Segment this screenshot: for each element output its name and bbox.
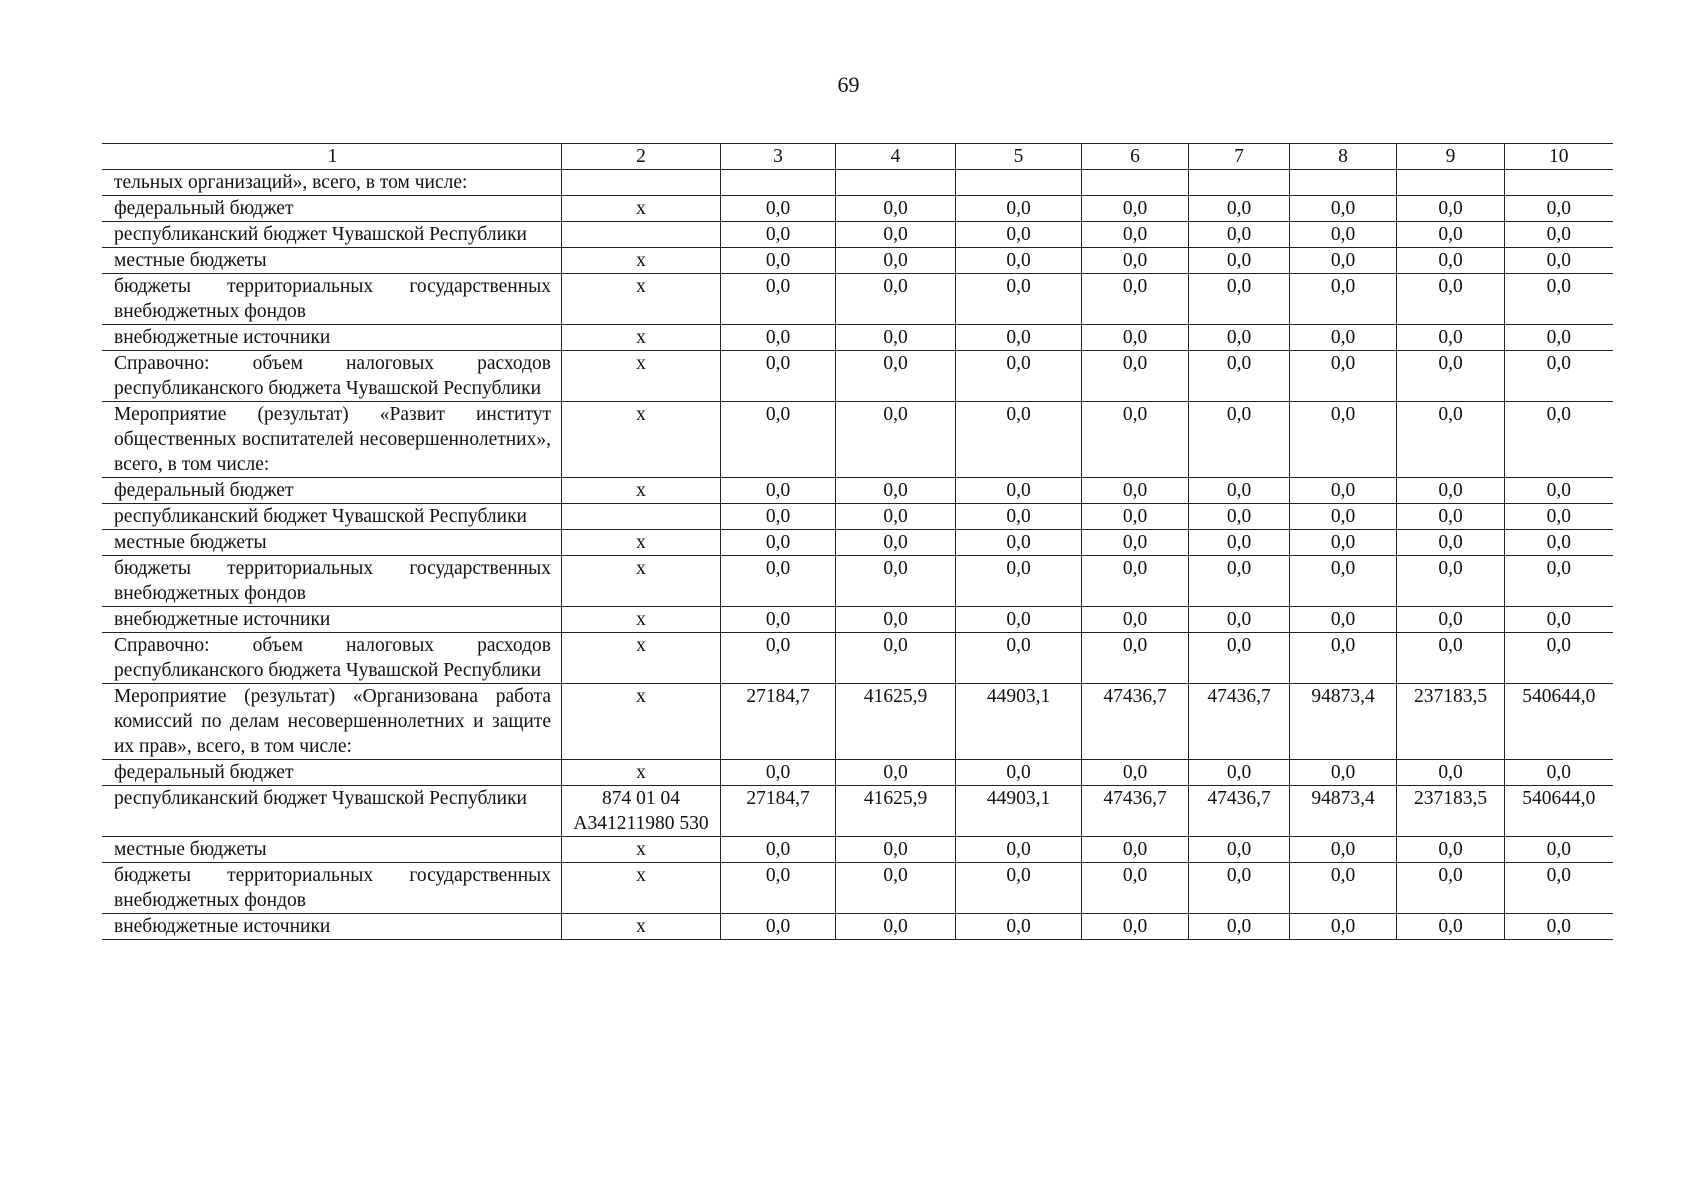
table-row xyxy=(102,402,1613,478)
value-cell: 0,0 xyxy=(1397,248,1505,274)
value-cell: 0,0 xyxy=(1290,478,1397,504)
value-cell: 0,0 xyxy=(1290,863,1397,914)
budget-code xyxy=(562,222,721,248)
value-cell: 540644,0 xyxy=(1505,786,1613,837)
row-label: бюджеты территориальных государственных внебюджетных фондов xyxy=(102,274,562,325)
value-cell: 0,0 xyxy=(1189,633,1290,684)
value-cell: 0,0 xyxy=(1189,556,1290,607)
row-label: внебюджетные источники xyxy=(102,325,562,351)
value-cell: 0,0 xyxy=(1505,607,1613,633)
value-cell: 0,0 xyxy=(1505,325,1613,351)
value-cell xyxy=(1397,170,1505,196)
budget-code: х xyxy=(562,478,721,504)
value-cell: 0,0 xyxy=(1082,760,1189,786)
budget-code: х xyxy=(562,863,721,914)
value-cell: 0,0 xyxy=(1505,837,1613,863)
value-cell xyxy=(836,170,956,196)
value-cell: 0,0 xyxy=(1505,478,1613,504)
column-header: 2 xyxy=(562,144,721,170)
value-cell: 0,0 xyxy=(1505,556,1613,607)
value-cell: 0,0 xyxy=(836,633,956,684)
value-cell: 0,0 xyxy=(1397,274,1505,325)
row-label: республиканский бюджет Чувашской Республики xyxy=(102,222,562,248)
value-cell: 0,0 xyxy=(956,633,1082,684)
value-cell: 0,0 xyxy=(721,196,836,222)
value-cell: 0,0 xyxy=(1082,402,1189,478)
value-cell: 0,0 xyxy=(1290,274,1397,325)
value-cell xyxy=(1505,170,1613,196)
value-cell: 0,0 xyxy=(836,222,956,248)
value-cell: 0,0 xyxy=(1082,837,1189,863)
value-cell xyxy=(1290,170,1397,196)
table-row xyxy=(102,837,1613,863)
value-cell: 0,0 xyxy=(1189,325,1290,351)
value-cell: 0,0 xyxy=(1505,760,1613,786)
column-header: 8 xyxy=(1290,144,1397,170)
column-header: 10 xyxy=(1505,144,1613,170)
value-cell: 0,0 xyxy=(1397,607,1505,633)
value-cell: 0,0 xyxy=(836,274,956,325)
value-cell: 44903,1 xyxy=(956,684,1082,760)
value-cell: 237183,5 xyxy=(1397,684,1505,760)
table-row xyxy=(102,530,1613,556)
value-cell: 0,0 xyxy=(836,351,956,402)
value-cell: 0,0 xyxy=(956,530,1082,556)
value-cell: 0,0 xyxy=(836,478,956,504)
value-cell: 0,0 xyxy=(836,863,956,914)
value-cell: 0,0 xyxy=(956,504,1082,530)
value-cell xyxy=(956,170,1082,196)
table-row xyxy=(102,170,1613,196)
value-cell: 0,0 xyxy=(721,633,836,684)
budget-table xyxy=(102,143,1613,940)
value-cell: 0,0 xyxy=(1505,274,1613,325)
value-cell xyxy=(1189,170,1290,196)
value-cell: 0,0 xyxy=(1505,530,1613,556)
value-cell: 0,0 xyxy=(1397,351,1505,402)
table-row xyxy=(102,607,1613,633)
value-cell: 0,0 xyxy=(1397,760,1505,786)
table-row xyxy=(102,351,1613,402)
row-label: местные бюджеты xyxy=(102,248,562,274)
value-cell: 47436,7 xyxy=(1082,684,1189,760)
value-cell: 0,0 xyxy=(956,325,1082,351)
page-number: 69 xyxy=(837,72,860,97)
value-cell: 94873,4 xyxy=(1290,786,1397,837)
value-cell: 0,0 xyxy=(956,837,1082,863)
table-row xyxy=(102,556,1613,607)
value-cell: 0,0 xyxy=(1290,914,1397,940)
value-cell: 0,0 xyxy=(1505,222,1613,248)
value-cell: 0,0 xyxy=(1397,222,1505,248)
value-cell: 0,0 xyxy=(1082,914,1189,940)
value-cell: 0,0 xyxy=(1189,530,1290,556)
column-header: 6 xyxy=(1082,144,1189,170)
value-cell: 41625,9 xyxy=(836,786,956,837)
table-row xyxy=(102,196,1613,222)
value-cell: 0,0 xyxy=(836,837,956,863)
value-cell: 0,0 xyxy=(836,248,956,274)
value-cell xyxy=(1082,170,1189,196)
value-cell: 0,0 xyxy=(956,248,1082,274)
value-cell: 0,0 xyxy=(1082,607,1189,633)
value-cell: 0,0 xyxy=(721,248,836,274)
value-cell: 0,0 xyxy=(1082,274,1189,325)
value-cell: 0,0 xyxy=(1397,504,1505,530)
value-cell: 0,0 xyxy=(1189,402,1290,478)
value-cell: 0,0 xyxy=(956,478,1082,504)
value-cell: 0,0 xyxy=(1082,556,1189,607)
budget-code: х xyxy=(562,248,721,274)
value-cell: 0,0 xyxy=(1082,325,1189,351)
value-cell: 0,0 xyxy=(1290,530,1397,556)
value-cell: 0,0 xyxy=(1505,248,1613,274)
value-cell: 44903,1 xyxy=(956,786,1082,837)
value-cell: 0,0 xyxy=(956,914,1082,940)
budget-code: 874 01 04 А341211980 530 xyxy=(562,786,721,837)
value-cell: 0,0 xyxy=(1189,196,1290,222)
value-cell: 0,0 xyxy=(1189,478,1290,504)
value-cell: 0,0 xyxy=(956,556,1082,607)
table-row xyxy=(102,760,1613,786)
value-cell: 540644,0 xyxy=(1505,684,1613,760)
value-cell: 47436,7 xyxy=(1189,684,1290,760)
value-cell: 0,0 xyxy=(956,402,1082,478)
value-cell: 27184,7 xyxy=(721,786,836,837)
value-cell: 0,0 xyxy=(721,556,836,607)
row-label: республиканский бюджет Чувашской Республики xyxy=(102,504,562,530)
value-cell: 0,0 xyxy=(721,530,836,556)
row-label: местные бюджеты xyxy=(102,530,562,556)
value-cell xyxy=(721,170,836,196)
value-cell: 0,0 xyxy=(1505,914,1613,940)
row-label: бюджеты территориальных государственных внебюджетных фондов xyxy=(102,863,562,914)
value-cell: 0,0 xyxy=(1290,325,1397,351)
value-cell: 0,0 xyxy=(1189,351,1290,402)
row-label: Справочно: объем налоговых расходов республиканского бюджета Чувашской Республики xyxy=(102,351,562,402)
value-cell: 0,0 xyxy=(1397,863,1505,914)
column-header: 3 xyxy=(721,144,836,170)
value-cell: 0,0 xyxy=(1505,633,1613,684)
value-cell: 47436,7 xyxy=(1189,786,1290,837)
value-cell: 0,0 xyxy=(836,760,956,786)
value-cell: 0,0 xyxy=(836,556,956,607)
value-cell: 0,0 xyxy=(721,914,836,940)
row-label: внебюджетные источники xyxy=(102,914,562,940)
value-cell: 27184,7 xyxy=(721,684,836,760)
value-cell: 0,0 xyxy=(1189,914,1290,940)
table-row xyxy=(102,222,1613,248)
value-cell: 0,0 xyxy=(1189,760,1290,786)
row-label: федеральный бюджет xyxy=(102,478,562,504)
value-cell: 0,0 xyxy=(956,196,1082,222)
table-row xyxy=(102,786,1613,837)
value-cell: 0,0 xyxy=(721,325,836,351)
value-cell: 0,0 xyxy=(1397,402,1505,478)
value-cell: 0,0 xyxy=(1397,837,1505,863)
budget-code: х xyxy=(562,760,721,786)
value-cell: 0,0 xyxy=(1505,504,1613,530)
value-cell: 0,0 xyxy=(1082,633,1189,684)
value-cell: 0,0 xyxy=(956,274,1082,325)
value-cell: 0,0 xyxy=(1290,633,1397,684)
value-cell: 0,0 xyxy=(956,351,1082,402)
value-cell: 0,0 xyxy=(1189,222,1290,248)
value-cell: 0,0 xyxy=(836,196,956,222)
value-cell: 0,0 xyxy=(1290,351,1397,402)
value-cell: 0,0 xyxy=(1397,914,1505,940)
value-cell: 0,0 xyxy=(1082,196,1189,222)
budget-code: х xyxy=(562,351,721,402)
row-label: Мероприятие (результат) «Развит институт общественных воспитателей несовершеннолетних», всего, в том числе: xyxy=(102,402,562,478)
value-cell: 0,0 xyxy=(1505,863,1613,914)
table-row xyxy=(102,325,1613,351)
column-header: 4 xyxy=(836,144,956,170)
column-header: 1 xyxy=(102,144,562,170)
row-label: федеральный бюджет xyxy=(102,760,562,786)
value-cell: 0,0 xyxy=(1290,607,1397,633)
budget-code: х xyxy=(562,325,721,351)
value-cell: 0,0 xyxy=(1082,248,1189,274)
value-cell: 0,0 xyxy=(1082,530,1189,556)
table-row xyxy=(102,248,1613,274)
table-row xyxy=(102,684,1613,760)
value-cell: 0,0 xyxy=(1397,530,1505,556)
value-cell: 0,0 xyxy=(721,760,836,786)
value-cell: 0,0 xyxy=(956,863,1082,914)
value-cell: 237183,5 xyxy=(1397,786,1505,837)
table-row xyxy=(102,478,1613,504)
value-cell: 0,0 xyxy=(836,607,956,633)
row-label: Мероприятие (результат) «Организована работа комиссий по делам несовершеннолетних и защите их прав», всего, в том числе: xyxy=(102,684,562,760)
value-cell: 0,0 xyxy=(1290,248,1397,274)
budget-code xyxy=(562,504,721,530)
budget-code: х xyxy=(562,837,721,863)
value-cell: 0,0 xyxy=(1397,556,1505,607)
budget-code: х xyxy=(562,607,721,633)
value-cell: 0,0 xyxy=(1290,196,1397,222)
value-cell: 0,0 xyxy=(1290,837,1397,863)
value-cell: 0,0 xyxy=(1290,504,1397,530)
table-row xyxy=(102,633,1613,684)
budget-code: х xyxy=(562,684,721,760)
value-cell: 0,0 xyxy=(1189,274,1290,325)
value-cell: 0,0 xyxy=(1397,633,1505,684)
budget-code: х xyxy=(562,402,721,478)
value-cell: 0,0 xyxy=(1397,325,1505,351)
value-cell: 0,0 xyxy=(836,914,956,940)
table-row xyxy=(102,504,1613,530)
value-cell: 0,0 xyxy=(1082,863,1189,914)
budget-code: х xyxy=(562,633,721,684)
value-cell: 0,0 xyxy=(721,837,836,863)
value-cell: 0,0 xyxy=(1290,402,1397,478)
value-cell: 0,0 xyxy=(721,504,836,530)
value-cell: 0,0 xyxy=(721,607,836,633)
value-cell: 0,0 xyxy=(956,607,1082,633)
value-cell: 0,0 xyxy=(721,863,836,914)
row-label: федеральный бюджет xyxy=(102,196,562,222)
value-cell: 0,0 xyxy=(1290,760,1397,786)
value-cell: 0,0 xyxy=(721,402,836,478)
value-cell: 47436,7 xyxy=(1082,786,1189,837)
value-cell: 0,0 xyxy=(1082,222,1189,248)
column-header: 9 xyxy=(1397,144,1505,170)
value-cell: 0,0 xyxy=(1290,556,1397,607)
value-cell: 0,0 xyxy=(836,325,956,351)
table-row xyxy=(102,863,1613,914)
value-cell: 0,0 xyxy=(836,504,956,530)
value-cell: 0,0 xyxy=(1290,222,1397,248)
budget-code: х xyxy=(562,556,721,607)
value-cell: 0,0 xyxy=(1397,478,1505,504)
value-cell: 0,0 xyxy=(1082,504,1189,530)
value-cell: 0,0 xyxy=(1189,863,1290,914)
value-cell: 0,0 xyxy=(956,760,1082,786)
column-header: 7 xyxy=(1189,144,1290,170)
budget-code: х xyxy=(562,530,721,556)
value-cell: 0,0 xyxy=(721,274,836,325)
value-cell: 0,0 xyxy=(1189,837,1290,863)
header-row xyxy=(102,144,1613,170)
row-label: бюджеты территориальных государственных внебюджетных фондов xyxy=(102,556,562,607)
column-header: 5 xyxy=(956,144,1082,170)
row-label: внебюджетные источники xyxy=(102,607,562,633)
value-cell: 0,0 xyxy=(721,222,836,248)
value-cell: 0,0 xyxy=(1397,196,1505,222)
budget-code: х xyxy=(562,196,721,222)
value-cell: 0,0 xyxy=(956,222,1082,248)
value-cell: 0,0 xyxy=(1505,196,1613,222)
value-cell: 0,0 xyxy=(1505,351,1613,402)
value-cell: 0,0 xyxy=(836,402,956,478)
row-label: местные бюджеты xyxy=(102,837,562,863)
value-cell: 41625,9 xyxy=(836,684,956,760)
row-label: тельных организаций», всего, в том числе: xyxy=(102,170,562,196)
budget-code xyxy=(562,170,721,196)
value-cell: 0,0 xyxy=(1082,478,1189,504)
budget-code: х xyxy=(562,274,721,325)
value-cell: 0,0 xyxy=(1082,351,1189,402)
value-cell: 0,0 xyxy=(721,478,836,504)
value-cell: 0,0 xyxy=(721,351,836,402)
value-cell: 0,0 xyxy=(836,530,956,556)
row-label: республиканский бюджет Чувашской Республики xyxy=(102,786,562,837)
row-label: Справочно: объем налоговых расходов республиканского бюджета Чувашской Республики xyxy=(102,633,562,684)
value-cell: 0,0 xyxy=(1189,248,1290,274)
budget-code: х xyxy=(562,914,721,940)
table-row xyxy=(102,274,1613,325)
value-cell: 94873,4 xyxy=(1290,684,1397,760)
table-row xyxy=(102,914,1613,940)
value-cell: 0,0 xyxy=(1189,607,1290,633)
value-cell: 0,0 xyxy=(1505,402,1613,478)
value-cell: 0,0 xyxy=(1189,504,1290,530)
